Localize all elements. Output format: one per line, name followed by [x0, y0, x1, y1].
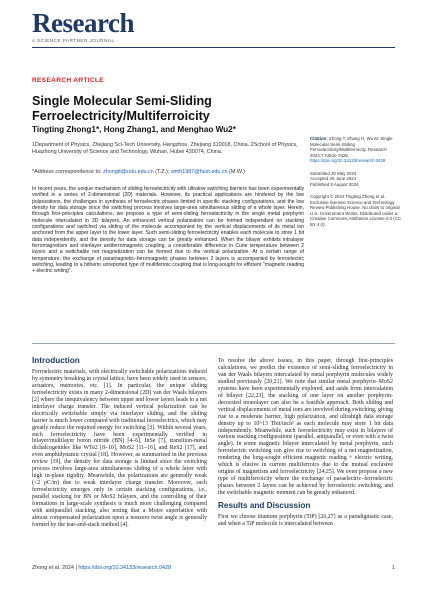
correspondence-suffix: (M.W.) [227, 169, 245, 175]
header-rule [32, 47, 395, 48]
intro-heading: Introduction [32, 356, 80, 365]
page-number: 1 [392, 565, 395, 571]
intro-paragraph: Ferroelectric materials, with electrically switchable polarizations induced by symmetry breaking in crystal lattice, have been widely used in sensors, actuators, memories, etc. [1]. In particular, the unique sliding ferroelectricity exists in many 2-dimensional (2D) van der Waals bilayers [2] where the inequivalency between upper and lower layers leads to a net interlayer charge transfer. The induced vertical polarization can be electrically switchable simply via interlayer sliding, and the sliding barrier is much lower compared with traditional ferroelectrics, which may greatly reduce the required energy for switching [3]. Within several years, such ferroelectricity have been experimentally verified in bilayer/multilayer boron nitride (BN) [4–6], InSe [7], transition-metal dichalcogenides like WTe2 [8–10], MoS2 [11–16], and ReS2 [17], and even amphidynamic crystal [18]. However, as summarized in the previous review [19], the density for data storage is limited since the switching process involves large-area simultaneous sliding of a whole layer with high in-plane rigidity. Meanwhile, the polarizations are generally weak (<2 pC/m) due to weak interlayer charge transfer. Moreover, such ferroelectricity emerges only in certain stacking configurations, i.e., parallel stacking for BN or MoS2 bilayers, and the controlling of their formations in large-scale synthesis is much more challenging compared with antiparallel stacking, also noting that a Moire superlattice with almost compensated polarization upon a nonzero twist angle is generally formed by the tear-and-stack method [4]. [32, 368, 207, 528]
article-sidebar [310, 136, 402, 234]
accepted-date: Accepted 25 June 2024 [310, 176, 357, 181]
journal-name: Research [32, 8, 134, 38]
correspondence [32, 169, 245, 175]
article-title: Single Molecular Semi-Sliding Ferroelectricity/Multiferroicity [32, 94, 212, 123]
citation-label: Citation: [310, 136, 328, 141]
footer-doi-link[interactable]: https://doi.org/10.34133/research.0428 [78, 565, 171, 571]
results-paragraph: First we choose titanium porphyrin (TiP) [26,27] as a paradigmatic case, and when a TiP molecule is intercalated between [218, 514, 393, 527]
journal-subtitle: A SCIENCE PARTNER JOURNAL [32, 38, 115, 43]
right-column [218, 358, 393, 528]
citation-block [310, 136, 402, 164]
email-link-wu[interactable]: wmh1987@hust.edu.cn [170, 169, 228, 175]
affiliations: 1Department of Physics, Zhejiang Sci-Tech University, Hangzhou, Zhejiang 310018, China. 2School of Physics, Huazhong University of Science and Technology, Wuhan, Hubei 430074, China. [32, 142, 298, 155]
published-date: Published 5 August 2024 [310, 181, 359, 187]
citation-doi-link[interactable]: https://doi.org/10.34133/research.0428 [310, 158, 386, 163]
author-list [32, 125, 236, 134]
copyright-block: Copyright © 2024 Tingting Zhong et al. Exclusive licensee Science and Technology Review Publishing House. No claim to original U.S. Government Works. Distributed under a Creative Commons Attribution License 4.0 (CC BY 4.0). [310, 194, 402, 227]
correspondence-mid: (T.Z.); [153, 169, 171, 175]
email-link-zhong[interactable]: zhongtt@zstu.edu.cn [103, 169, 154, 175]
dates-block [310, 171, 402, 188]
abstract: In recent years, the unique mechanism of sliding ferroelectricity with ultralow switching barriers has been experimentally verified in a series of 2-dimensional (2D) materials. However, its practical applications are hindered by the low polarizations, the challenges in synthesis of ferroelectric phases limited in specific stacking configurations, and the low density for data storage since the switching process involves large-area simultaneous sliding of a whole layer. Herein, through first-principles calculations, we propose a type of semi-sliding ferroelectricity in the single metal porphyrin molecule intercalated in 2D bilayers. An enhanced vertical polarization can be formed independent on stacking configurations and switched via sliding of the molecule accompanied by the vertical displacements of its metal ion anchored from the upper layer to the lower layer. Such semi-sliding ferroelectricity enables each molecule to store 1 bit data independently, and the density for data storage can be greatly enhanced. When the bilayer exhibits intralayer ferromagnetism and interlayer antiferromagnetic coupling, a considerable difference in Curie temperature between 2 layers and a switchable net magnetization can be formed due to the vertical polarization. At a certain range of temperature, the exchange of paramagnetic–ferromagnetic phases between 2 layers is accompanied by ferroelectric switching, leading to a hitherto unreported type of multiferroic coupling that is long-sought for efficient "magnetic reading + electric writing". [32, 186, 304, 275]
author-names: Tingting Zhong1*, Hong Zhang1, and Menghao Wu2* [32, 125, 236, 134]
left-column [32, 358, 207, 529]
submitted-date: Submitted 20 May 2024 [310, 170, 357, 176]
journal-masthead [32, 10, 134, 43]
article-type-label: RESEARCH ARTICLE [32, 77, 104, 84]
section-divider [32, 343, 395, 344]
results-heading: Results and Discussion [218, 501, 311, 511]
footer-citation: Zhong et al. 2024 | [32, 565, 79, 571]
page-footer [32, 565, 395, 571]
intro-paragraph-continued: To resolve the above issues, in this paper, through first-principles calculations, we predict the existence of semi-sliding ferroelectricity in van der Waals bilayers intercalated by metal porphyrin molecules widely studied previously [20,21]. We note that similar metal porphyrin–MoS2 systems have been experimentally explored, and aside from intercalation of bilayer [22,23], the stacking of one layer on another porphyrin-decorated monolayer can also be a feasible approach. Both sliding and vertical displacements of metal ions are involved during switching, giving rise to a moderate barrier, high polarization, and ultrahigh data storage density up to 10^13 Tbit/inch² as each molecule may store 1 bit data independently. Meanwhile, such ferroelectricity may exist in bilayers of various stacking configurations (parallel, antiparallel, or even with a twist angle). In some magnetic bilayer intercalated by metal porphyrin, such ferroelectric switching can give rise to switching of a net magnetization, rendering the long-sought efficient magnetic reading + electric writing, which is elusive in current multiferroics due to the mutual exclusive origins of magnetism and ferroelectricity [24,25]. We even propose a new type of multiferroicity where the exchange of paraelectric–ferroelectric phases between 2 layers can be achieved by ferroelectric switching, and the switchable magnetic moment can be greatly enhanced. [218, 358, 393, 497]
citation-text: Zhong T, Zhang H, Wu M. Single Molecular Semi-Sliding Ferroelectricity/Multiferroicity. Research 2024;7:Article 0428. [310, 136, 393, 158]
correspondence-prefix: *Address correspondence to: [32, 169, 104, 175]
